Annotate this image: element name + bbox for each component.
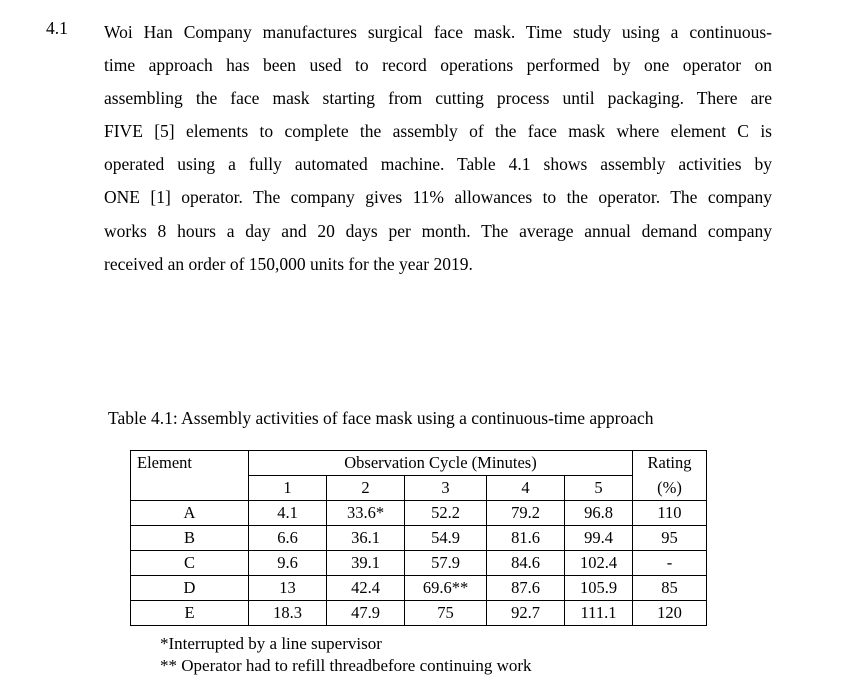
header-element: Element — [131, 451, 249, 476]
element-label: E — [131, 601, 249, 626]
paragraph-line: time approach has been used to record operations performed by one operator on — [104, 55, 772, 76]
observation-value: 81.6 — [487, 526, 565, 551]
cycle-header: 4 — [487, 476, 565, 501]
paragraph-line: operated using a fully automated machine. Table 4.1 shows assembly activities by — [104, 154, 772, 175]
header-rating: Rating — [633, 451, 707, 476]
table-row — [131, 576, 707, 601]
observation-value: 42.4 — [327, 576, 405, 601]
observation-value: 87.6 — [487, 576, 565, 601]
table-row — [131, 501, 707, 526]
observation-value: 33.6* — [327, 501, 405, 526]
paragraph-line: ONE [1] operator. The company gives 11% allowances to the operator. The company — [104, 187, 772, 208]
observation-value: 69.6** — [405, 576, 487, 601]
element-label: C — [131, 551, 249, 576]
header-rating-unit: (%) — [633, 476, 707, 501]
footnote-refill-thread: ** Operator had to refill threadbefore continuing work — [160, 656, 532, 675]
rating-value: 110 — [633, 501, 707, 526]
question-paragraph — [104, 16, 772, 281]
table-row — [131, 601, 707, 626]
rating-value: 95 — [633, 526, 707, 551]
cycle-header: 1 — [249, 476, 327, 501]
observation-value: 105.9 — [565, 576, 633, 601]
cycle-header: 3 — [405, 476, 487, 501]
table-row — [131, 551, 707, 576]
observation-value: 52.2 — [405, 501, 487, 526]
observation-value: 4.1 — [249, 501, 327, 526]
paragraph-line: Woi Han Company manufactures surgical face mask. Time study using a continuous- — [104, 22, 772, 42]
paragraph-line: works 8 hours a day and 20 days per month. The average annual demand company — [104, 220, 772, 241]
element-label: D — [131, 576, 249, 601]
element-label: A — [131, 501, 249, 526]
observation-table — [130, 450, 707, 626]
observation-value: 6.6 — [249, 526, 327, 551]
observation-value: 79.2 — [487, 501, 565, 526]
observation-value: 99.4 — [565, 526, 633, 551]
observation-value: 111.1 — [565, 601, 633, 626]
observation-value: 13 — [249, 576, 327, 601]
observation-value: 18.3 — [249, 601, 327, 626]
paragraph-line: assembling the face mask starting from cutting process until packaging. There are — [104, 88, 772, 109]
table-header-row — [131, 451, 707, 476]
observation-value: 75 — [405, 601, 487, 626]
header-observation-cycle: Observation Cycle (Minutes) — [249, 451, 633, 476]
cycle-header: 2 — [327, 476, 405, 501]
observation-value: 47.9 — [327, 601, 405, 626]
header-element-blank — [131, 476, 249, 501]
observation-value: 36.1 — [327, 526, 405, 551]
table-cycle-row — [131, 476, 707, 501]
rating-value: 85 — [633, 576, 707, 601]
observation-value: 9.6 — [249, 551, 327, 576]
observation-value: 102.4 — [565, 551, 633, 576]
paragraph-line: received an order of 150,000 units for the year 2019. — [104, 253, 473, 274]
footnote-interrupted: *Interrupted by a line supervisor — [160, 634, 382, 653]
cycle-header: 5 — [565, 476, 633, 501]
rating-value: 120 — [633, 601, 707, 626]
rating-value: - — [633, 551, 707, 576]
observation-value: 54.9 — [405, 526, 487, 551]
observation-value: 96.8 — [565, 501, 633, 526]
paragraph-line: FIVE [5] elements to complete the assembly of the face mask where element C is — [104, 121, 772, 142]
observation-value: 39.1 — [327, 551, 405, 576]
observation-value: 84.6 — [487, 551, 565, 576]
observation-value: 57.9 — [405, 551, 487, 576]
table-row — [131, 526, 707, 551]
question-number: 4.1 — [46, 18, 68, 38]
table-caption: Table 4.1: Assembly activities of face mask using a continuous-time approach — [108, 408, 654, 428]
element-label: B — [131, 526, 249, 551]
observation-value: 92.7 — [487, 601, 565, 626]
